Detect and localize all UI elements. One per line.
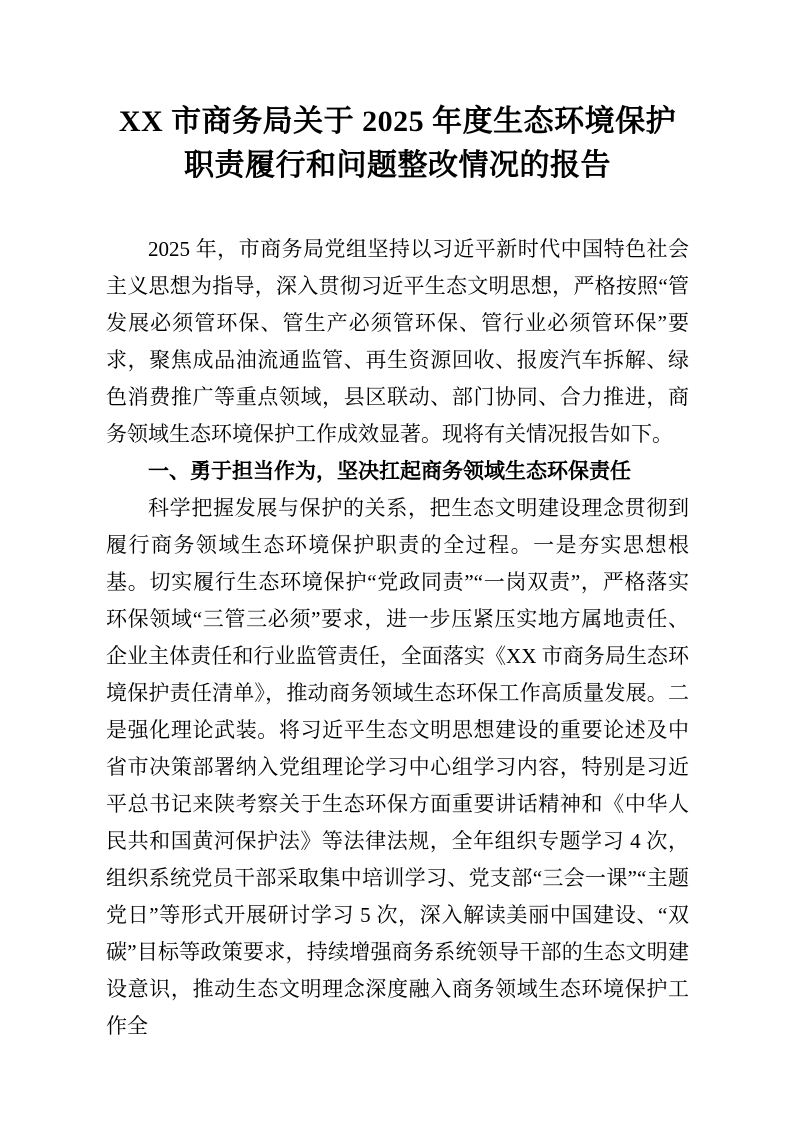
document-title-line-2: 职责履行和问题整改情况的报告 — [184, 148, 611, 182]
intro-paragraph: 2025 年，市商务局党组坚持以习近平新时代中国特色社会主义思想为指导，深入贯彻习近平生态文明思想，严格按照“管发展必须管环保、管生产必须管环保、管行业必须管环保”要求，聚焦成品油流通监管、再生资源回收、报废汽车拆解、绿色消费推广等重点领域，县区联动、部门协同、合力推进，商务领域生态环境保护工作成效显著。现将有关情况报告如下。 — [106, 237, 689, 446]
document-title — [106, 100, 689, 187]
body-paragraph: 科学把握发展与保护的关系，把生态文明建设理念贯彻到履行商务领域生态环境保护职责的全过程。一是夯实思想根基。切实履行生态环境保护“党政同责”“一岗双责”，严格落实环保领域“三管三必须”要求，进一步压紧压实地方属地责任、企业主体责任和行业监管责任，全面落实《XX 市商务局生态环境保护责任清单》，推动商务领域生态环保工作高质量发展。二是强化理论武装。将习近平生态文明思想建设的重要论述及中省市决策部署纳入党组理论学习中心组学习内容，特别是习近平总书记来陕考察关于生态环保方面重要讲话精神和《中华人民共和国黄河保护法》等法律法规，全年组织专题学习 4 次，组织系统党员干部采取集中培训学习、党支部“三会一课”“主题党日”等形式开展研讨学习 5 次，深入解读美丽中国建设、“双碳”目标等政策要求，持续增强商务系统领导干部的生态文明建设意识，推动生态文明理念深度融入商务领域生态环境保护工作全 — [106, 496, 689, 1038]
document-title-line-1: XX 市商务局关于 2025 年度生态环境保护 — [118, 105, 677, 138]
section-heading: 一、勇于担当作为，坚决扛起商务领域生态环保责任 — [148, 459, 631, 483]
